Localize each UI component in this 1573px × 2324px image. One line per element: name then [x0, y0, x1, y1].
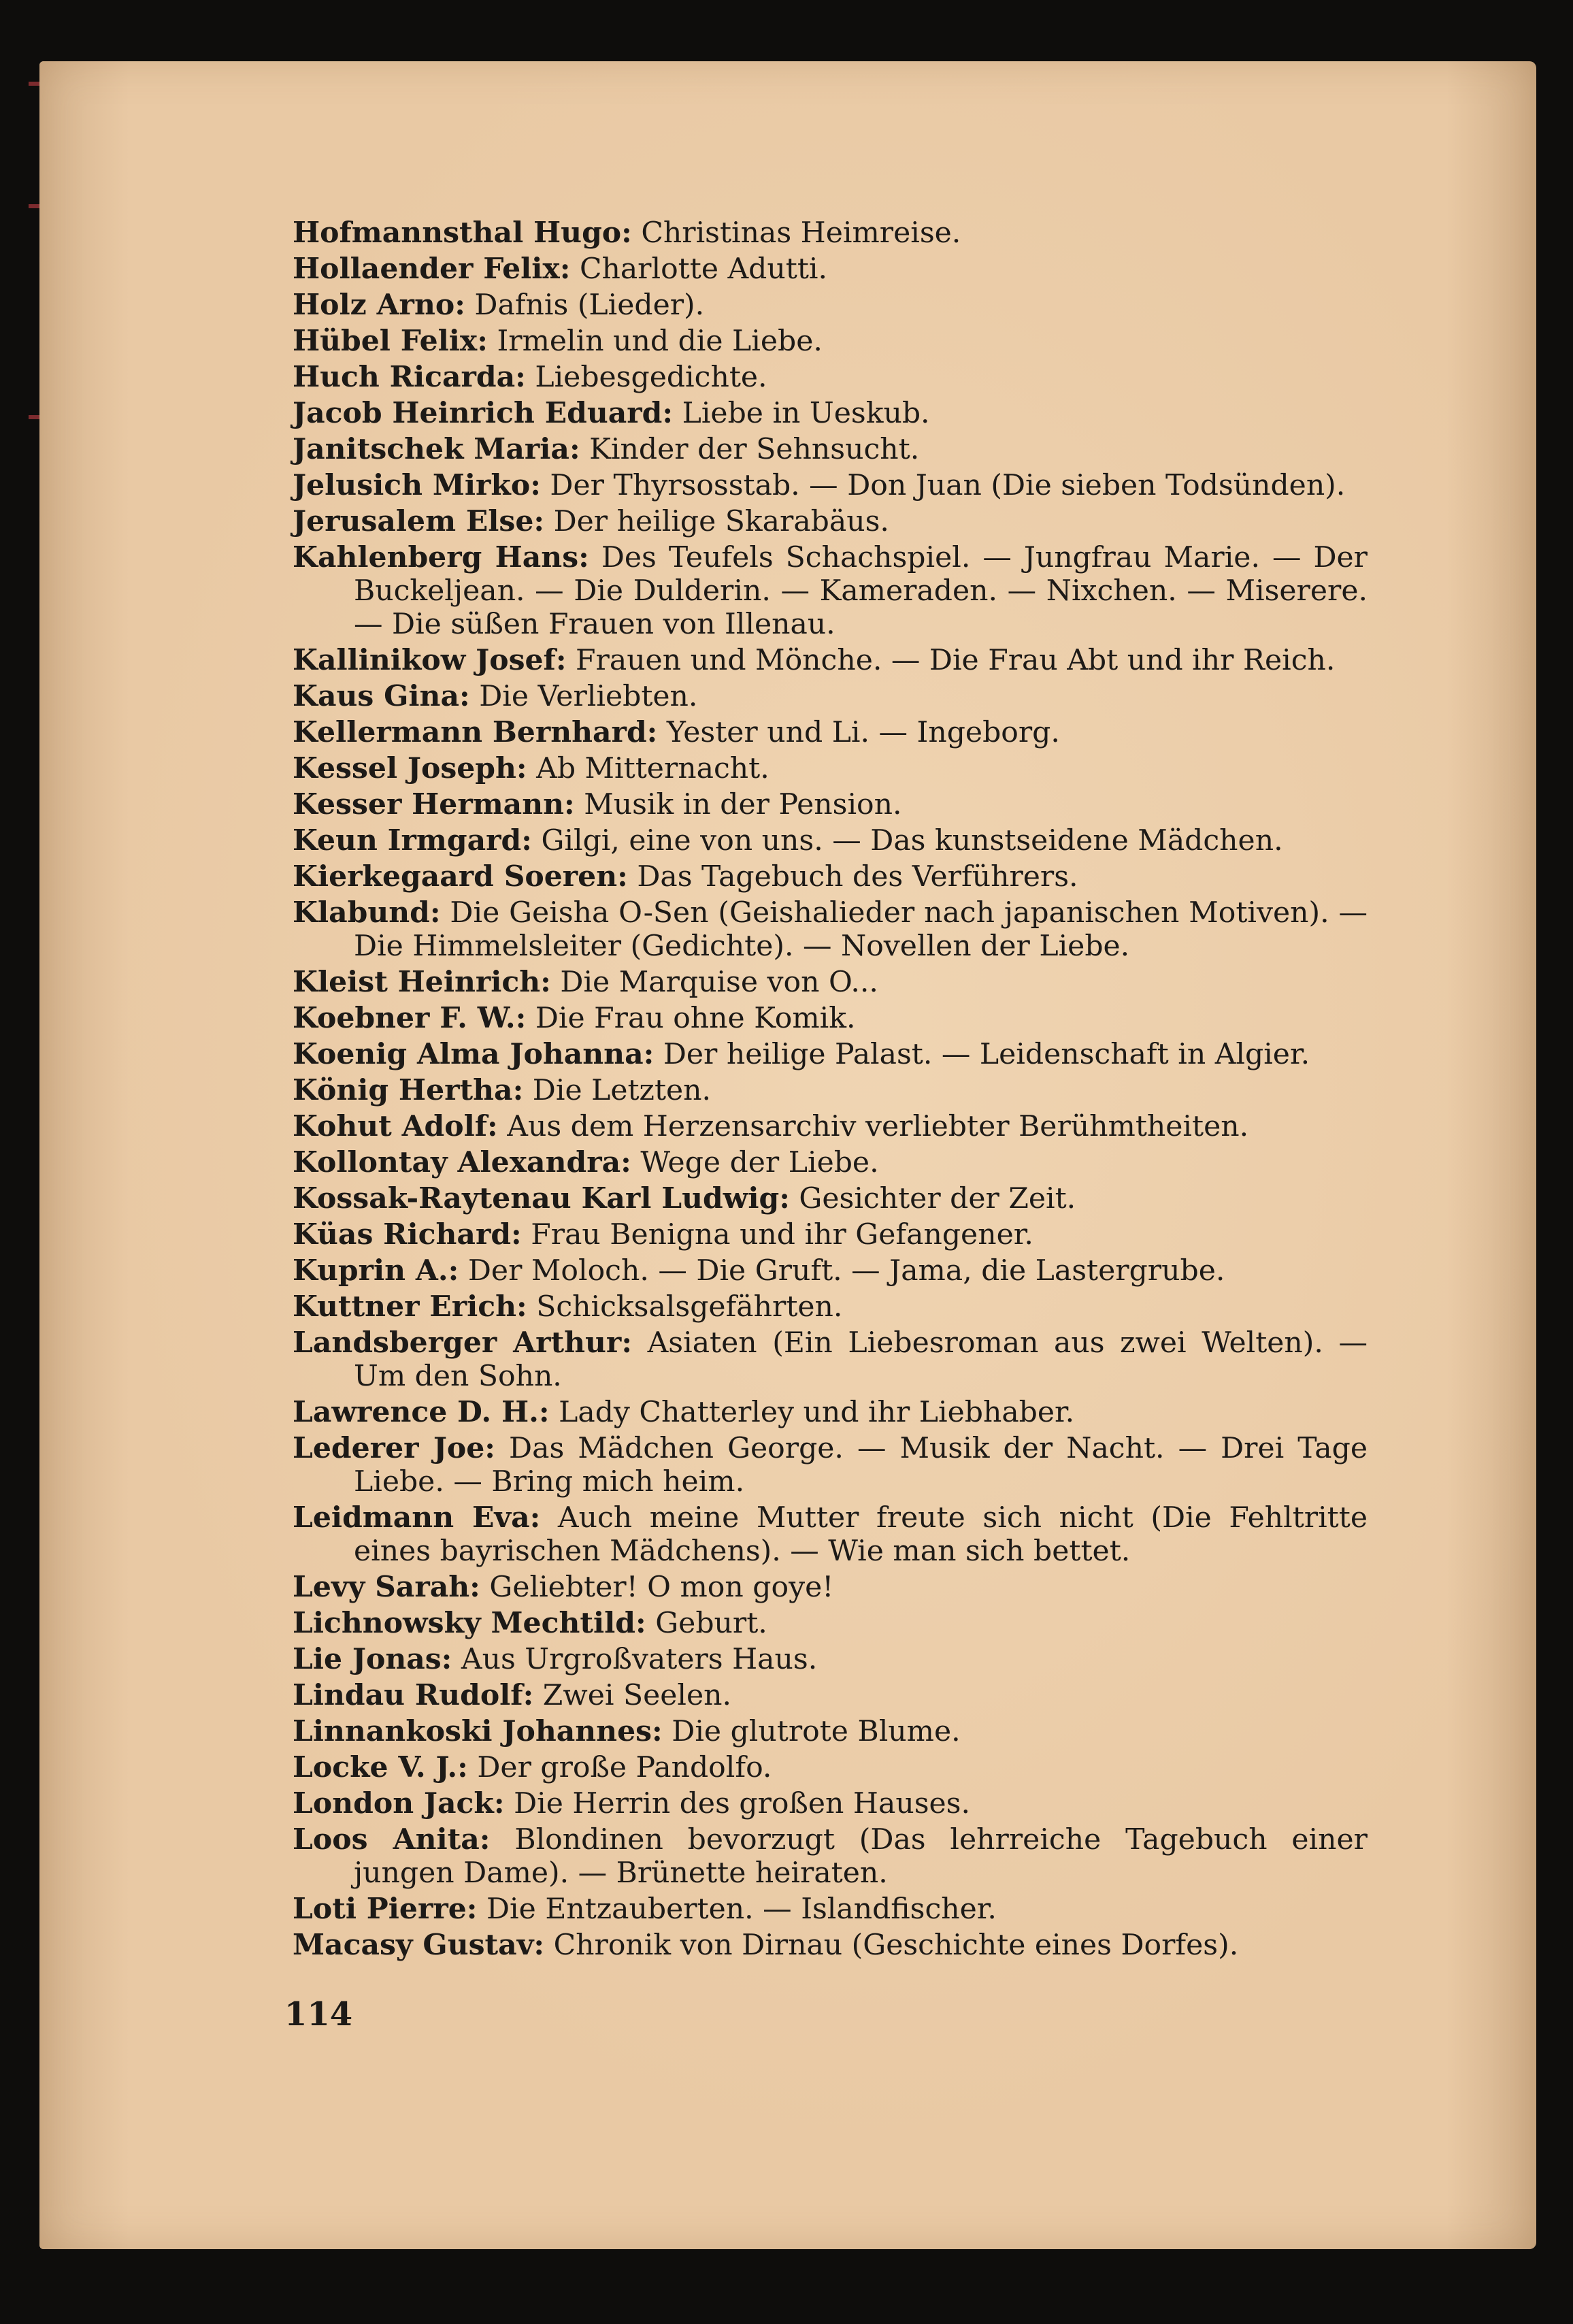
- work-titles: Frau Benigna und ihr Gefangener.: [531, 1218, 1033, 1251]
- author-name: Jerusalem Else:: [293, 504, 545, 538]
- author-name: Kessel Joseph:: [293, 751, 527, 785]
- work-titles: Chronik von Dirnau (Geschichte eines Dorfes).: [553, 1929, 1239, 1962]
- author-name: Loti Pierre:: [293, 1892, 478, 1926]
- work-titles: Die Letzten.: [532, 1074, 712, 1107]
- work-titles: Das Tagebuch des Verführers.: [637, 860, 1078, 894]
- author-name: Linnankoski Johannes:: [293, 1714, 663, 1748]
- work-titles: Das Mädchen George. — Musik der Nacht. — Drei Tage Liebe. — Bring mich heim.: [354, 1432, 1368, 1499]
- author-name: Kierkegaard Soeren:: [293, 860, 628, 894]
- work-titles: Der heilige Palast. — Leidenschaft in Algier.: [663, 1038, 1310, 1071]
- author-name: Lederer Joe:: [293, 1431, 495, 1465]
- work-titles: Charlotte Adutti.: [579, 252, 828, 286]
- index-entry: [293, 433, 1368, 466]
- index-entry: [293, 289, 1368, 322]
- work-titles: Die Herrin des großen Hauses.: [514, 1787, 970, 1820]
- author-name: Levy Sarah:: [293, 1570, 480, 1604]
- index-entry: [293, 1146, 1368, 1179]
- work-titles: Ab Mitternacht.: [536, 752, 769, 785]
- work-titles: Auch meine Mutter freute sich nicht (Die Fehltritte eines bayrischen Mädchens). — Wie man sich bettet.: [354, 1501, 1368, 1568]
- author-name: König Hertha:: [293, 1073, 524, 1107]
- work-titles: Die Marquise von O...: [560, 966, 878, 999]
- author-name: Jelusich Mirko:: [293, 468, 541, 502]
- work-titles: Der Thyrsosstab. — Don Juan (Die sieben Todsünden).: [550, 469, 1346, 502]
- work-titles: Der heilige Skarabäus.: [553, 505, 889, 538]
- index-entry: [293, 824, 1368, 857]
- index-entry: [293, 896, 1368, 963]
- index-entry: [293, 752, 1368, 785]
- index-entry: [293, 505, 1368, 538]
- author-name: London Jack:: [293, 1786, 505, 1820]
- index-entry: [293, 1893, 1368, 1926]
- index-entry: [293, 1290, 1368, 1324]
- work-titles: Aus Urgroßvaters Haus.: [461, 1643, 818, 1676]
- index-entry: [293, 1929, 1368, 1962]
- index-entry: [293, 325, 1368, 358]
- index-entry: [293, 1182, 1368, 1215]
- index-entry: [293, 644, 1368, 677]
- author-name: Lawrence D. H.:: [293, 1395, 550, 1429]
- index-entry: [293, 541, 1368, 641]
- work-titles: Des Teufels Schachspiel. — Jungfrau Marie. — Der Buckeljean. — Die Dulderin. — Kameraden. — Nixchen. — Miserere. — Die süßen Frauen von Illenau.: [354, 541, 1368, 641]
- index-entry: [293, 252, 1368, 286]
- work-titles: Die Verliebten.: [479, 680, 698, 713]
- binding-thread: [29, 415, 39, 419]
- author-name: Kleist Heinrich:: [293, 965, 551, 999]
- author-name: Lie Jonas:: [293, 1642, 452, 1676]
- index-entry: [293, 788, 1368, 821]
- index-entry: [293, 1787, 1368, 1820]
- work-titles: Aus dem Herzensarchiv verliebter Berühmtheiten.: [507, 1110, 1249, 1143]
- author-name: Loos Anita:: [293, 1822, 491, 1856]
- author-name: Landsberger Arthur:: [293, 1326, 633, 1360]
- author-name: Kossak-Raytenau Karl Ludwig:: [293, 1181, 790, 1215]
- work-titles: Die Geisha O-Sen (Geishalieder nach japanischen Motiven). — Die Himmelsleiter (Gedichte). — Novellen der Liebe.: [354, 896, 1368, 963]
- author-name: Lindau Rudolf:: [293, 1678, 534, 1712]
- index-entry: [293, 1643, 1368, 1676]
- author-name: Kahlenberg Hans:: [293, 540, 589, 574]
- work-titles: Yester und Li. — Ingeborg.: [666, 716, 1060, 749]
- author-name: Keun Irmgard:: [293, 823, 532, 857]
- author-name: Kaus Gina:: [293, 679, 470, 713]
- author-name: Jacob Heinrich Eduard:: [293, 396, 674, 430]
- work-titles: Irmelin und die Liebe.: [497, 325, 823, 358]
- work-titles: Asiaten (Ein Liebesroman aus zwei Welten). — Um den Sohn.: [354, 1326, 1368, 1393]
- author-name: Kollontay Alexandra:: [293, 1145, 631, 1179]
- author-name: Janitschek Maria:: [293, 432, 580, 466]
- index-entry: [293, 1501, 1368, 1568]
- index-entry: [293, 716, 1368, 749]
- author-index-list: [293, 216, 1368, 1965]
- work-titles: Musik in der Pension.: [584, 788, 902, 821]
- index-entry: [293, 1074, 1368, 1107]
- work-titles: Wege der Liebe.: [640, 1146, 879, 1179]
- author-name: Koebner F. W.:: [293, 1001, 527, 1035]
- index-entry: [293, 1326, 1368, 1393]
- work-titles: Frauen und Mönche. — Die Frau Abt und ihr Reich.: [576, 644, 1336, 677]
- index-entry: [293, 1751, 1368, 1784]
- index-entry: [293, 1571, 1368, 1604]
- author-name: Kuttner Erich:: [293, 1290, 527, 1324]
- author-name: Leidmann Eva:: [293, 1501, 541, 1535]
- work-titles: Kinder der Sehnsucht.: [589, 433, 920, 466]
- work-titles: Gilgi, eine von uns. — Das kunstseidene Mädchen.: [541, 824, 1283, 857]
- binding-thread: [29, 82, 39, 86]
- author-name: Holz Arno:: [293, 288, 465, 322]
- index-entry: [293, 1823, 1368, 1890]
- work-titles: Schicksalsgefährten.: [536, 1290, 843, 1324]
- index-entry: [293, 1715, 1368, 1748]
- author-name: Kesser Hermann:: [293, 787, 575, 821]
- author-name: Kallinikow Josef:: [293, 643, 567, 677]
- author-name: Macasy Gustav:: [293, 1928, 545, 1962]
- author-name: Koenig Alma Johanna:: [293, 1037, 655, 1071]
- author-name: Kohut Adolf:: [293, 1109, 498, 1143]
- index-entry: [293, 1396, 1368, 1429]
- index-entry: [293, 1432, 1368, 1499]
- author-name: Hübel Felix:: [293, 324, 488, 358]
- page-number: 114: [284, 1995, 353, 2033]
- author-name: Kuprin A.:: [293, 1254, 459, 1288]
- work-titles: Die Entzauberten. — Islandfischer.: [486, 1893, 997, 1926]
- work-titles: Die Frau ohne Komik.: [535, 1002, 856, 1035]
- work-titles: Blondinen bevorzugt (Das lehrreiche Tagebuch einer jungen Dame). — Brünette heiraten.: [354, 1823, 1368, 1890]
- work-titles: Christinas Heimreise.: [641, 216, 961, 250]
- index-entry: [293, 1218, 1368, 1251]
- work-titles: Geburt.: [655, 1607, 767, 1640]
- index-entry: [293, 469, 1368, 502]
- index-entry: [293, 680, 1368, 713]
- author-name: Lichnowsky Mechtild:: [293, 1606, 646, 1640]
- work-titles: Geliebter! O mon goye!: [489, 1571, 834, 1604]
- work-titles: Zwei Seelen.: [542, 1679, 732, 1712]
- work-titles: Dafnis (Lieder).: [474, 289, 705, 322]
- index-entry: [293, 216, 1368, 250]
- binding-thread: [29, 204, 39, 208]
- author-name: Kellermann Bernhard:: [293, 715, 658, 749]
- author-name: Hofmannsthal Hugo:: [293, 216, 632, 250]
- work-titles: Liebesgedichte.: [535, 361, 767, 394]
- work-titles: Lady Chatterley und ihr Liebhaber.: [559, 1396, 1075, 1429]
- author-name: Huch Ricarda:: [293, 360, 526, 394]
- work-titles: Der Moloch. — Die Gruft. — Jama, die Lastergrube.: [467, 1254, 1225, 1288]
- author-name: Küas Richard:: [293, 1217, 522, 1251]
- author-name: Hollaender Felix:: [293, 252, 571, 286]
- index-entry: [293, 1254, 1368, 1288]
- index-entry: [293, 1038, 1368, 1071]
- work-titles: Gesichter der Zeit.: [799, 1182, 1076, 1215]
- index-entry: [293, 361, 1368, 394]
- index-entry: [293, 397, 1368, 430]
- author-name: Locke V. J.:: [293, 1750, 468, 1784]
- index-entry: [293, 1607, 1368, 1640]
- index-entry: [293, 860, 1368, 894]
- work-titles: Der große Pandolfo.: [477, 1751, 772, 1784]
- work-titles: Liebe in Ueskub.: [682, 397, 930, 430]
- index-entry: [293, 966, 1368, 999]
- index-entry: [293, 1002, 1368, 1035]
- author-name: Klabund:: [293, 896, 441, 930]
- index-entry: [293, 1110, 1368, 1143]
- index-entry: [293, 1679, 1368, 1712]
- work-titles: Die glutrote Blume.: [672, 1715, 961, 1748]
